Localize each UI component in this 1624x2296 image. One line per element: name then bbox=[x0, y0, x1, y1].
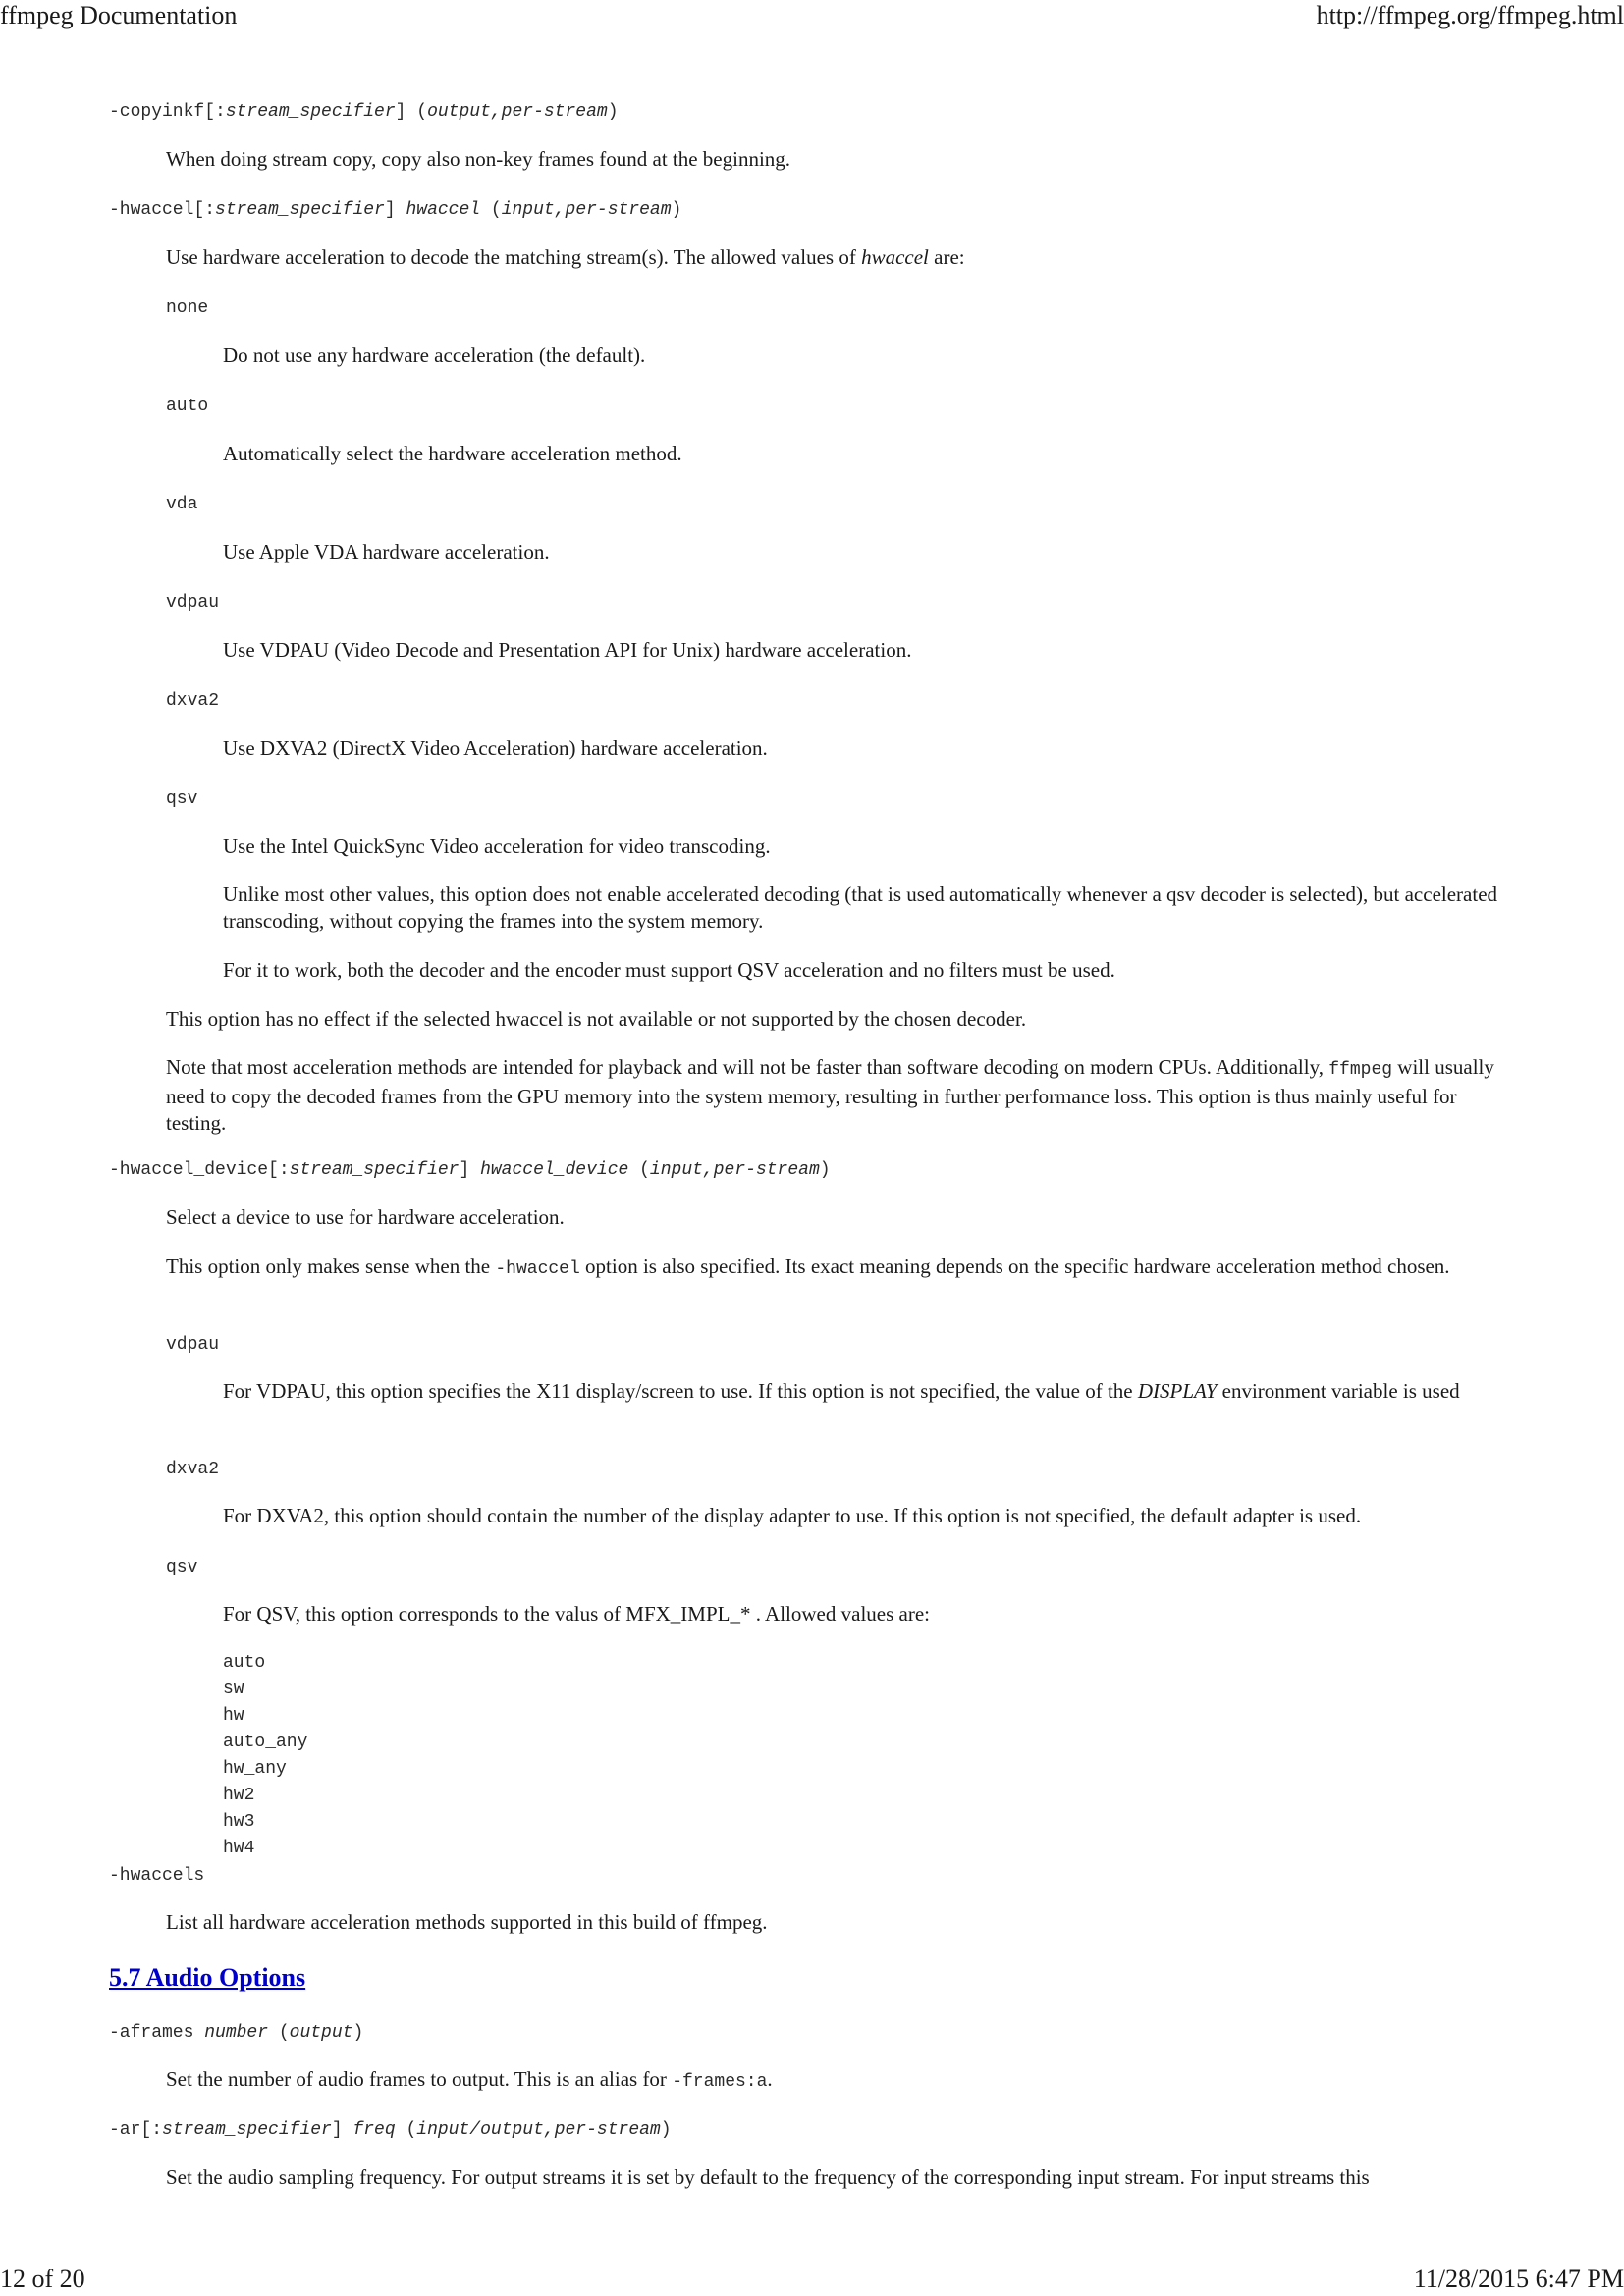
option-hwaccel-device-signature: -hwaccel_device[:stream_specifier] hwaccel_device (input,per-stream) bbox=[109, 1160, 831, 1180]
hwaccel-value-description: Use the Intel QuickSync Video acceleration for video transcoding. bbox=[223, 834, 771, 858]
hwaccel-device-value-name: qsv bbox=[166, 1558, 198, 1577]
section-heading-audio-options[interactable]: 5.7 Audio Options bbox=[109, 1963, 306, 1992]
hwaccel-value-description: Automatically select the hardware acceleration method. bbox=[223, 442, 682, 465]
page-header-url: http://ffmpeg.org/ffmpeg.html bbox=[1316, 1, 1624, 29]
hwaccel-device-qsv-description: For QSV, this option corresponds to the valus of MFX_IMPL_* . Allowed values are: bbox=[223, 1602, 930, 1626]
hwaccel-value-name: vdpau bbox=[166, 593, 220, 613]
hwaccel-availability-note: This option has no effect if the selected hwaccel is not available or not supported by the chosen decoder. bbox=[166, 1007, 1027, 1031]
page-footer-page-number: 12 of 20 bbox=[0, 2265, 85, 2293]
option-ar-description: Set the audio sampling frequency. For output streams it is set by default to the frequency of the corresponding input stream. For input streams this bbox=[166, 2165, 1370, 2189]
hwaccel-value-description: Use Apple VDA hardware acceleration. bbox=[223, 540, 550, 563]
option-hwaccels-description: List all hardware acceleration methods supported in this build of ffmpeg. bbox=[166, 1910, 768, 1934]
option-copyinkf-signature: -copyinkf[:stream_specifier] (output,per-stream) bbox=[109, 102, 619, 122]
option-ar-signature: -ar[:stream_specifier] freq (input/output,per-stream) bbox=[109, 2120, 672, 2140]
option-aframes-description: Set the number of audio frames to output. This is an alias for -frames:a. bbox=[166, 2067, 773, 2092]
hwaccel-value-name: auto bbox=[166, 397, 209, 416]
hwaccel-device-value-name: dxva2 bbox=[166, 1460, 220, 1479]
hwaccel-qsv-requirement: For it to work, both the decoder and the encoder must support QSV acceleration and no filters must be used. bbox=[223, 958, 1115, 982]
hwaccel-value-description: Do not use any hardware acceleration (the default). bbox=[223, 344, 646, 367]
option-hwaccel-signature: -hwaccel[:stream_specifier] hwaccel (input,per-stream) bbox=[109, 200, 682, 220]
option-hwaccels-signature: -hwaccels bbox=[109, 1866, 205, 1886]
hwaccel-value-name: qsv bbox=[166, 789, 198, 809]
page-footer-timestamp: 11/28/2015 6:47 PM bbox=[1413, 2265, 1624, 2293]
hwaccel-value-description: Use DXVA2 (DirectX Video Acceleration) hardware acceleration. bbox=[223, 736, 768, 760]
hwaccel-device-usage-note: This option only makes sense when the -hwaccel option is also specified. Its exact meaning depends on the specific hardware acceleration method chosen. bbox=[166, 1255, 1450, 1279]
hwaccel-performance-note: Note that most acceleration methods are intended for playback and will not be faster than software decoding on modern CPUs. Additionally, ffmpeg will usually need to copy the decoded frames from the GPU memory into the system memory, resulting in further performance loss. This option is thus mainly useful for testing. bbox=[166, 1055, 1494, 1135]
hwaccel-value-name: dxva2 bbox=[166, 691, 220, 711]
option-copyinkf-description: When doing stream copy, copy also non-key frames found at the beginning. bbox=[166, 147, 791, 171]
option-hwaccel-device-description: Select a device to use for hardware acceleration. bbox=[166, 1205, 565, 1229]
hwaccel-value-name: vda bbox=[166, 495, 198, 514]
hwaccel-qsv-note: Unlike most other values, this option does not enable accelerated decoding (that is used automatically whenever a qsv decoder is selected), but accelerated transcoding, without copying the frames into the system memory. bbox=[223, 882, 1498, 933]
hwaccel-device-vdpau-description: For VDPAU, this option specifies the X11 display/screen to use. If this option is not specified, the value of the DISPLAY environment variable is used bbox=[223, 1379, 1460, 1403]
option-hwaccel-description: Use hardware acceleration to decode the matching stream(s). The allowed values of hwaccel are: bbox=[166, 245, 965, 269]
hwaccel-device-value-name: vdpau bbox=[166, 1335, 220, 1355]
option-aframes-signature: -aframes number (output) bbox=[109, 2023, 364, 2043]
hwaccel-value-name: none bbox=[166, 298, 209, 318]
hwaccel-device-dxva2-description: For DXVA2, this option should contain the number of the display adapter to use. If this option is not specified, the default adapter is used. bbox=[223, 1504, 1362, 1527]
page-header-title: ffmpeg Documentation bbox=[0, 1, 238, 29]
hwaccel-value-description: Use VDPAU (Video Decode and Presentation API for Unix) hardware acceleration. bbox=[223, 638, 912, 662]
hwaccel-device-qsv-values: auto sw hw auto_any hw_any hw2 hw3 hw4 bbox=[223, 1653, 308, 1858]
